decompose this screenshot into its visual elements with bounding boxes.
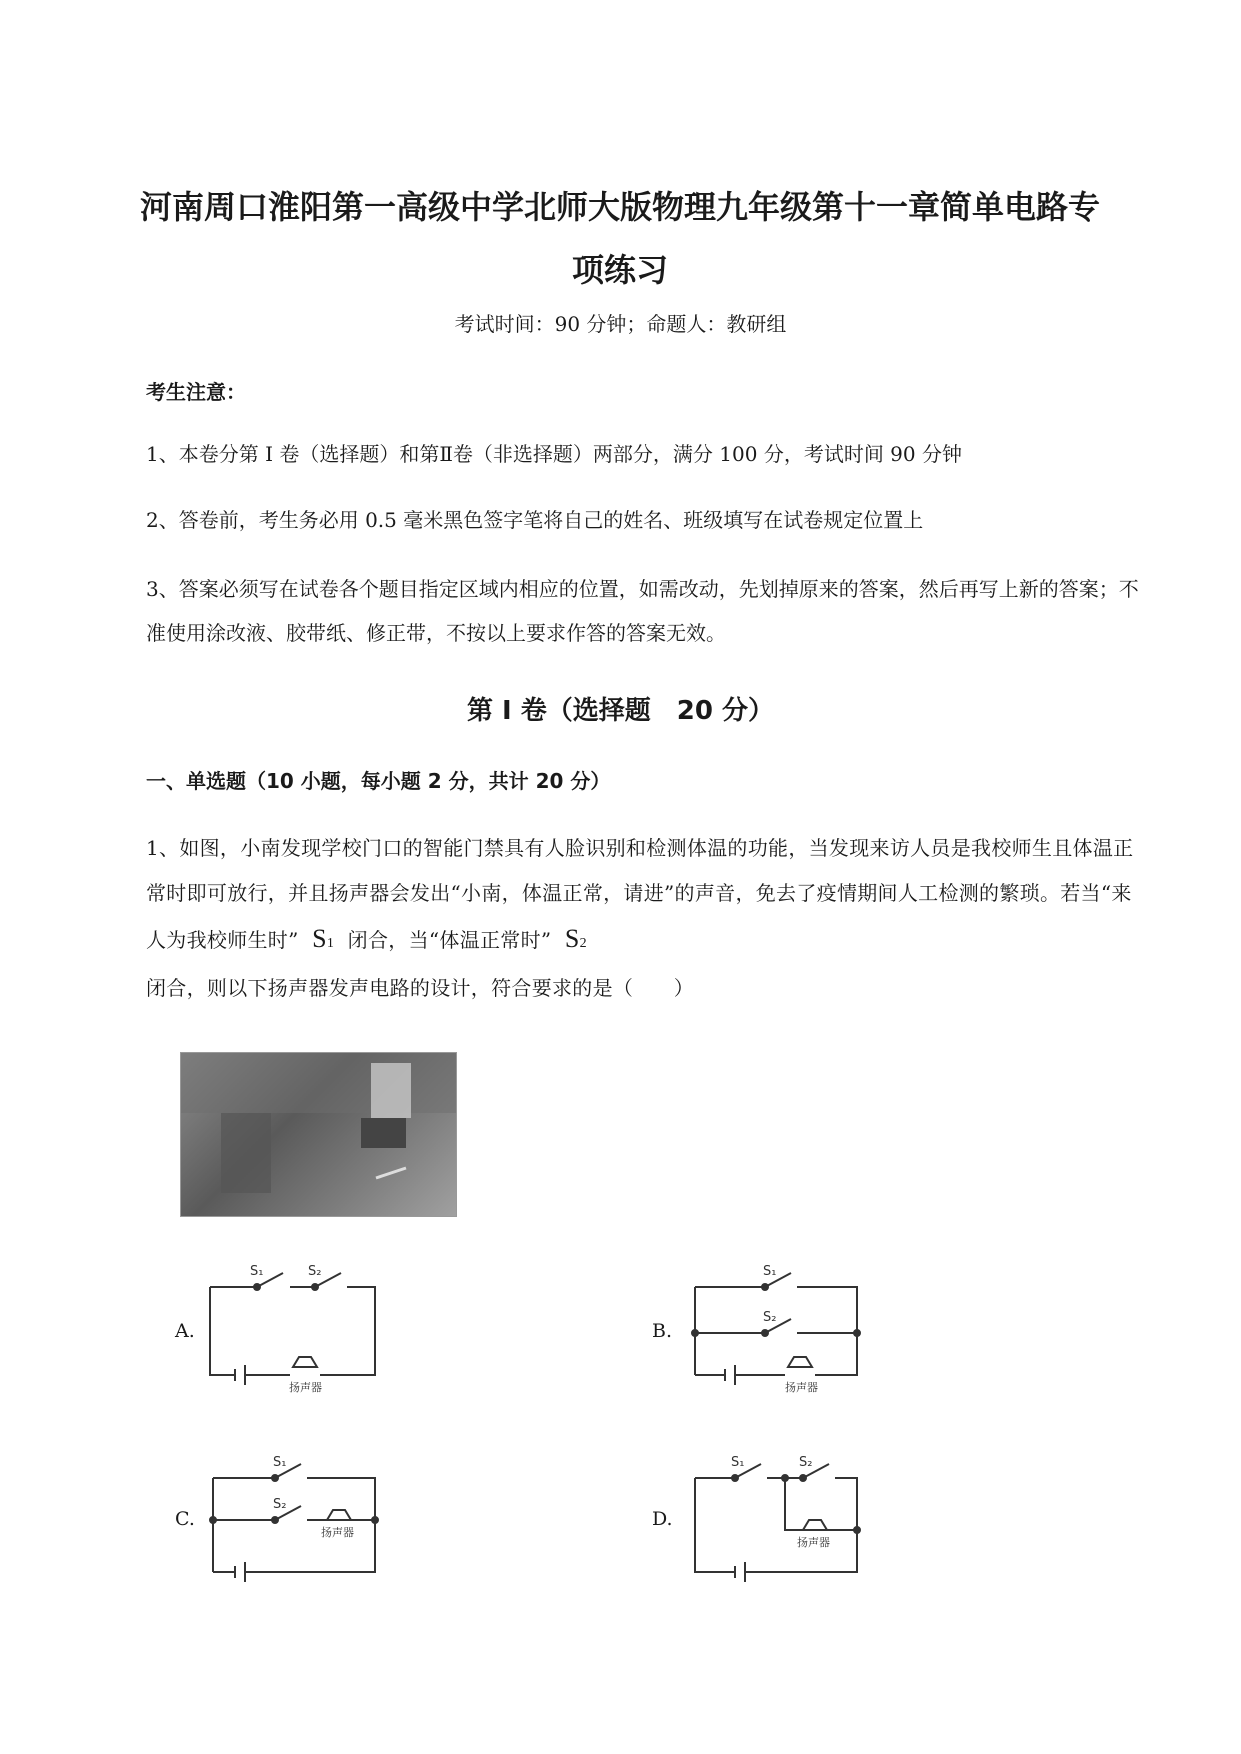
label-s1: S₁: [273, 1455, 287, 1470]
label-speaker: 扬声器: [289, 1381, 322, 1394]
label-speaker: 扬声器: [321, 1526, 354, 1539]
page-title: 河南周口淮阳第一高级中学北师大版物理九年级第十一章简单电路专: [139, 188, 1100, 226]
label-s2: S₂: [763, 1310, 777, 1325]
label-s2: S₂: [799, 1455, 813, 1470]
question-text-b: 闭合，当“体温正常时”: [347, 928, 552, 952]
notice-heading: 考生注意：: [146, 380, 246, 404]
label-speaker: 扬声器: [797, 1536, 830, 1549]
circuit-c[interactable]: [205, 1440, 385, 1590]
label-speaker: 扬声器: [785, 1381, 818, 1394]
label-s1: S₁: [731, 1455, 745, 1470]
label-s1: S₁: [250, 1264, 264, 1279]
photo-illustration: [181, 1053, 456, 1216]
notice-1: 1、本卷分第 I 卷（选择题）和第Ⅱ卷（非选择题）两部分，满分 100 分，考试时间 90 分钟: [146, 442, 962, 466]
label-s2: S₂: [273, 1497, 287, 1512]
switch-s2-symbol: S2: [564, 924, 587, 953]
question-text-c: 闭合，则以下扬声器发声电路的设计，符合要求的是（ ）: [146, 976, 695, 1000]
option-a-label[interactable]: A.: [175, 1320, 195, 1342]
label-s2: S₂: [308, 1264, 322, 1279]
notice-3: 3、答案必须写在试卷各个题目指定区域内相应的位置，如需改动，先划掉原来的答案，然后再写上新的答案；不准使用涂改液、胶带纸、修正带，不按以上要求作答的答案无效。: [146, 577, 1139, 645]
question-1-text: [146, 826, 1146, 1011]
exam-meta: 考试时间：90 分钟；命题人：教研组: [454, 312, 787, 336]
part-heading: 一、单选题（10 小题，每小题 2 分，共计 20 分）: [146, 769, 611, 793]
label-s1: S₁: [763, 1264, 777, 1279]
option-b-label[interactable]: B.: [652, 1320, 673, 1342]
circuit-d[interactable]: [685, 1440, 865, 1590]
option-d-label[interactable]: D.: [652, 1508, 673, 1530]
circuit-b[interactable]: [685, 1255, 865, 1395]
notice-2: 2、答卷前，考生务必用 0.5 毫米黑色签字笔将自己的姓名、班级填写在试卷规定位置上: [146, 508, 924, 532]
question-text-a: 1、如图，小南发现学校门口的智能门禁具有人脸识别和检测体温的功能，当发现来访人员是我校师生且体温正常时即可放行，并且扬声器会发出“小南，体温正常，请进”的声音，免去了疫情期间人工检测的繁琐。若当“来人为我校师生时”: [146, 836, 1134, 952]
page-title-line2: 项练习: [571, 251, 668, 289]
circuit-a[interactable]: [205, 1255, 385, 1395]
gate-photo: [180, 1052, 457, 1217]
option-c-label[interactable]: C.: [175, 1508, 195, 1530]
switch-s1-symbol: S1: [312, 924, 335, 953]
section-title: 第 I 卷（选择题 20 分）: [466, 696, 774, 726]
